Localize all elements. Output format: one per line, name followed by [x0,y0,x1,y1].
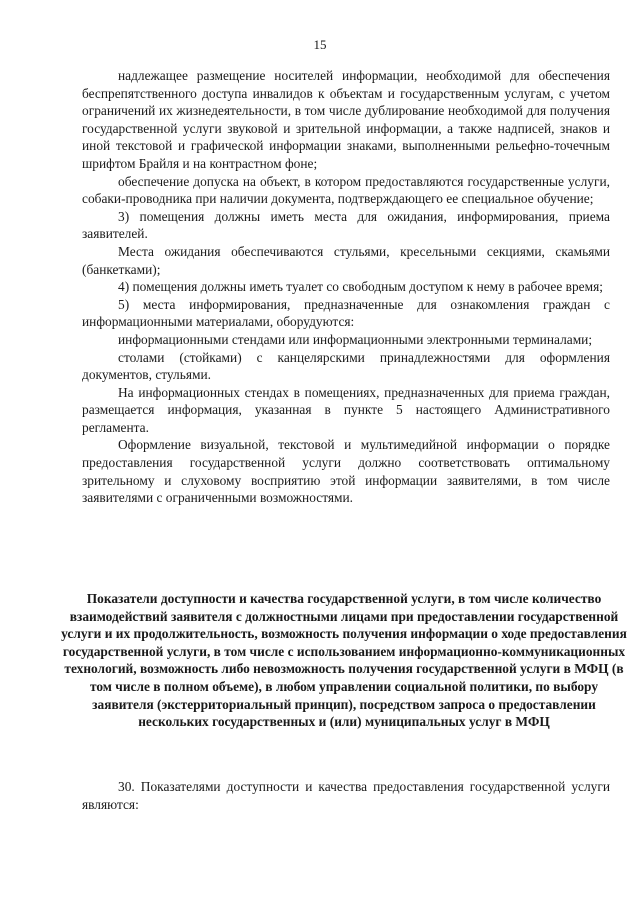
section-heading: Показатели доступности и качества государственной услуги, в том числе количество взаимодействий заявителя с должностными лицами при предоставлении государственной услуги и их продолжительность, возможность получения информации о ходе предоставления государственной услуги, в том числе с использованием информационно-коммуникационных технологий, возможность либо невозможность получения государственной услуги в МФЦ (в том числе в полном объеме), в любом управлении социальной политики, по выбору заявителя (экстерриториальный принцип), посредством запроса о предоставлении нескольких государственных и (или) муниципальных услуг в МФЦ [61,591,627,730]
page-number: 15 [313,37,327,52]
paragraph: 5) места информирования, предназначенные для ознакомления граждан с информационными материалами, оборудуются: [82,296,610,330]
paragraph: надлежащее размещение носителей информации, необходимой для обеспечения беспрепятственного доступа инвалидов к объектам и государственным услугам, с учетом ограничений их жизнедеятельности, в том числе дублирование необходимой для получения государственной услуги звуковой и зрительной информации, а также надписей, знаков и иной текстовой и графической информации знаками, выполненными рельефно-точечным шрифтом Брайля и на контрастном фоне; [82,68,610,171]
paragraph: информационными стендами или информационными электронными терминалами; [118,331,593,347]
paragraph: На информационных стендах в помещениях, предназначенных для приема граждан, размещается информация, указанная в пункте 5 настоящего Административного регламента. [82,384,610,435]
document-body [82,67,610,507]
paragraph: Места ожидания обеспечиваются стульями, кресельными секциями, скамьями (банкетками); [82,243,610,277]
paragraph: Оформление визуальной, текстовой и мультимедийной информации о порядке предоставления государственной услуги должно соответствовать оптимальному зрительному и слуховому восприятию этой информации заявителями, в том числе заявителями с ограниченными возможностями. [82,437,610,506]
paragraph-30: 30. Показателями доступности и качества предоставления государственной услуги являются: [82,779,610,812]
paragraph: столами (стойками) с канцелярскими принадлежностями для оформления документов, стульями. [82,349,610,383]
paragraph: обеспечение допуска на объект, в котором предоставляются государственные услуги, собаки-проводника при наличии документа, подтверждающего ее специальное обучение; [82,173,610,207]
paragraph: 3) помещения должны иметь места для ожидания, информирования, приема заявителей. [82,208,610,242]
paragraph: 4) помещения должны иметь туалет со свободным доступом к нему в рабочее время; [118,279,603,295]
